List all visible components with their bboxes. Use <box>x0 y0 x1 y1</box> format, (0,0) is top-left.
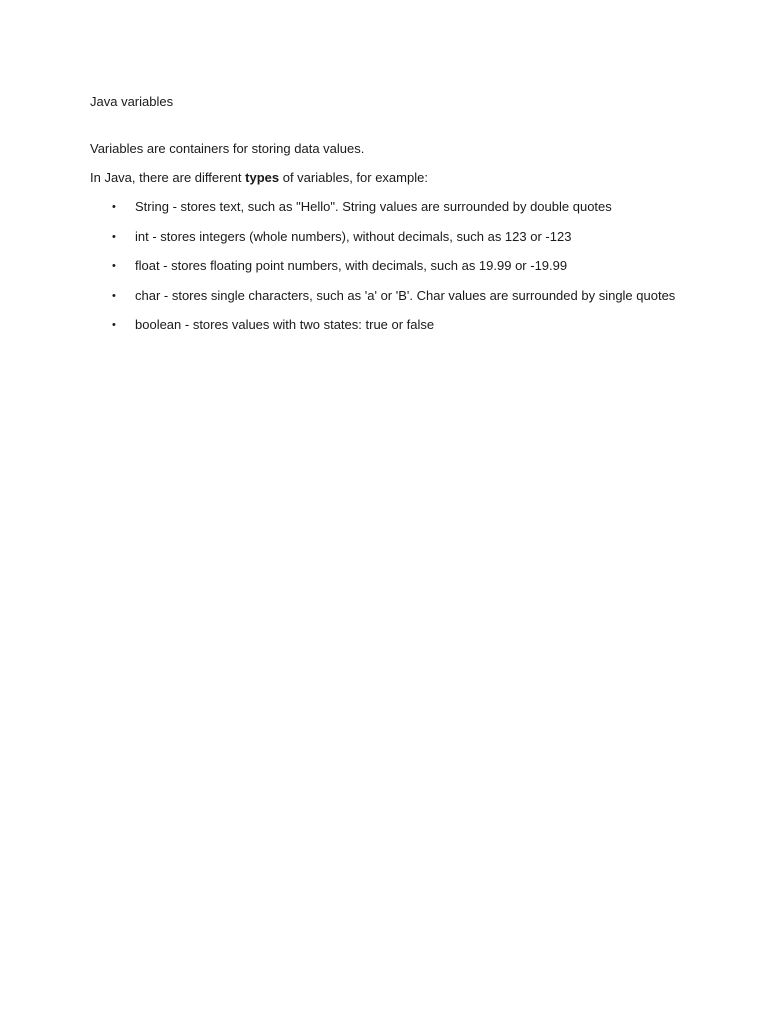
document-body <box>90 94 710 347</box>
list-item-text: boolean - stores values with two states: true or false <box>135 317 435 332</box>
types-text-before: In Java, there are different <box>90 170 246 185</box>
list-item-text: String - stores text, such as "Hello". String values are surrounded by double quotes <box>135 199 612 214</box>
bullet-icon: • <box>112 201 116 213</box>
intro-paragraph: Variables are containers for storing data values. <box>90 141 365 156</box>
list-item <box>90 317 710 333</box>
types-paragraph <box>90 170 710 186</box>
list-item <box>90 288 710 304</box>
list-item <box>90 199 710 215</box>
list-item-text: float - stores floating point numbers, with decimals, such as 19.99 or -19.99 <box>135 258 568 273</box>
bullet-icon: • <box>112 319 116 331</box>
bullet-icon: • <box>112 230 116 243</box>
list-item-text: char - stores single characters, such as 'a' or 'B'. Char values are surrounded by single quotes <box>135 287 676 303</box>
variable-types-list <box>90 199 710 333</box>
list-item <box>90 258 710 274</box>
document-title: Java variables <box>90 94 174 109</box>
bullet-icon: • <box>112 260 116 272</box>
bullet-icon: • <box>112 289 116 302</box>
list-item-text: int - stores integers (whole numbers), without decimals, such as 123 or -123 <box>135 228 572 244</box>
list-item <box>90 229 710 245</box>
types-bold-word: types <box>245 170 280 185</box>
types-text-after: of variables, for example: <box>279 170 428 185</box>
